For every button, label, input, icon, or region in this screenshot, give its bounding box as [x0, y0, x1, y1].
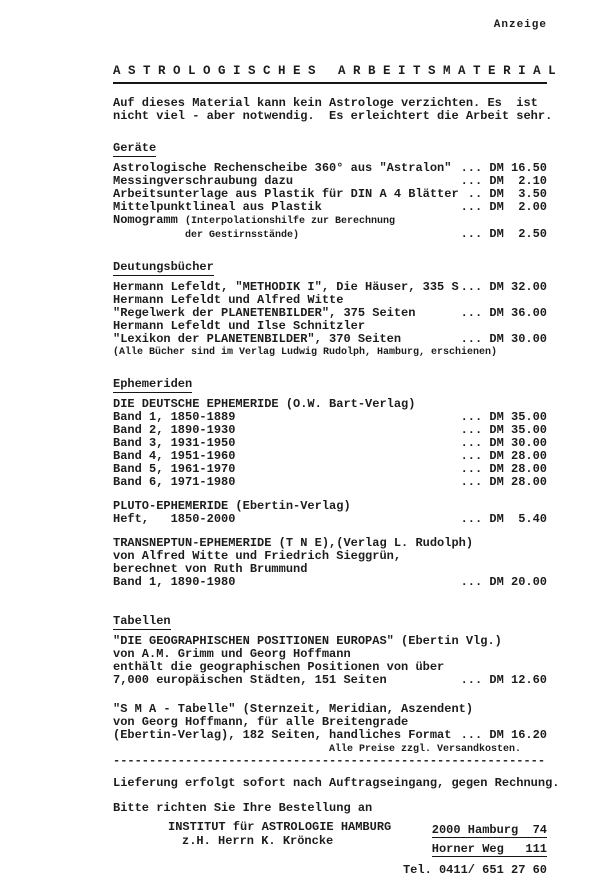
- item-price: ... DM 5.40: [460, 512, 547, 526]
- footer-attn: z.H. Herrn K. Kröncke: [182, 834, 334, 848]
- page-content: [113, 0, 560, 877]
- item-with-note: [113, 214, 547, 228]
- item-label: Band 1, 1850-1889: [113, 410, 236, 424]
- item-price: ... DM 28.00: [460, 449, 547, 463]
- item-label: Hermann Lefeldt, "METHODIK I", Die Häuser, 335 S: [113, 280, 459, 294]
- item-label: Band 1, 1890-1980: [113, 575, 236, 589]
- item-note: (Interpolationshilfe zur Berechnung: [185, 216, 396, 227]
- item-label: Mittelpunktlineal aus Plastik: [113, 200, 322, 214]
- item-note: der Gestirnsstände): [185, 230, 300, 241]
- item-price: ... DM 16.20: [460, 728, 547, 742]
- item-price: ... DM 35.00: [460, 423, 547, 437]
- item-price: ... DM 16.50: [460, 161, 547, 175]
- section-deutungsbuecher: [113, 257, 547, 359]
- price-row: [113, 513, 547, 526]
- item-label: PLUTO-EPHEMERIDE (Ebertin-Verlag): [113, 499, 351, 513]
- divider-dashes: ------------------------------------------------------------: [113, 755, 546, 767]
- footnote-text: (Alle Bücher sind im Verlag Ludwig Rudolph, Hamburg, erschienen): [113, 347, 498, 358]
- item-label: "DIE GEOGRAPHISCHEN POSITIONEN EUROPAS" (Ebertin Vlg.): [113, 634, 502, 648]
- item-label: Messingverschraubung dazu: [113, 174, 294, 188]
- item-price: .. DM 3.50: [467, 187, 547, 201]
- item-price: ... DM 28.00: [460, 475, 547, 489]
- item-label: Band 6, 1971-1980: [113, 475, 236, 489]
- item-label: enthält die geographischen Positionen von über: [113, 660, 445, 674]
- item-price: ... DM 2.50: [460, 227, 547, 241]
- section-heading: Tabellen: [113, 614, 171, 628]
- section-heading: Geräte: [113, 141, 157, 155]
- institute-block: [168, 820, 391, 877]
- price-row: [113, 333, 547, 346]
- section-ephemeriden: [113, 374, 547, 589]
- footer-street-line: Horner Weg 111: [431, 842, 547, 856]
- price-row: [113, 228, 547, 242]
- item-label: "Regelwerk der PLANETENBILDER", 375 Seiten: [113, 306, 416, 320]
- item-price: ... DM 28.00: [460, 462, 547, 476]
- item-price: ... DM 36.00: [460, 306, 547, 320]
- item-label: Hermann Lefeldt und Alfred Witte: [113, 293, 344, 307]
- intro-line: nicht viel - aber notwendig. Es erleichtert die Arbeit sehr.: [113, 109, 553, 123]
- item-label: "S M A - Tabelle" (Sternzeit, Meridian, Aszendent): [113, 702, 474, 716]
- price-row: [113, 476, 547, 489]
- item-price: ... DM 30.00: [460, 332, 547, 346]
- intro-paragraph: [113, 96, 553, 123]
- item-label: 7,000 europäischen Städten, 151 Seiten: [113, 673, 387, 687]
- item-label: TRANSNEPTUN-EPHEMERIDE (T N E),(Verlag L. Rudolph): [113, 536, 474, 550]
- footer-address-block: [113, 820, 547, 877]
- footer-institute-name: INSTITUT für ASTROLOGIE HAMBURG: [168, 820, 392, 834]
- footer-phone: Tel. 0411/ 651 27 60: [402, 863, 547, 877]
- item-label: Band 3, 1931-1950: [113, 436, 236, 450]
- section-geraete: [113, 138, 547, 242]
- item-label: Hermann Lefeldt und Ilse Schnitzler: [113, 319, 366, 333]
- document-title: A S T R O L O G I S C H E S A R B E I T S M A T E R I A L: [113, 64, 547, 84]
- item-label: Arbeitsunterlage aus Plastik für DIN A 4 Blätter: [113, 187, 459, 201]
- anzeige-corner-tag: Anzeige: [493, 19, 547, 31]
- delivery-note: Lieferung erfolgt sofort nach Auftragseingang, gegen Rechnung.: [113, 776, 560, 790]
- item-label: Nomogramm: [113, 213, 186, 227]
- item-label: Band 5, 1961-1970: [113, 462, 236, 476]
- item-note-line: [113, 214, 395, 228]
- item-label: Band 2, 1890-1930: [113, 423, 236, 437]
- item-label: von A.M. Grimm und Georg Hoffmann: [113, 647, 351, 661]
- section-heading: Ephemeriden: [113, 377, 193, 391]
- item-label: DIE DEUTSCHE EPHEMERIDE (O.W. Bart-Verlag): [113, 397, 416, 411]
- item-price: ... DM 20.00: [460, 575, 547, 589]
- item-label: Astrologische Rechenscheibe 360° aus "Astralon": [113, 161, 452, 175]
- item-price: ... DM 2.10: [460, 174, 547, 188]
- item-label: "Lexikon der PLANETENBILDER", 370 Seiten: [113, 332, 402, 346]
- shipping-note: Alle Preise zzgl. Versandkosten.: [328, 744, 521, 755]
- item-price: ... DM 2.00: [460, 200, 547, 214]
- footer-city-line: 2000 Hamburg 74: [431, 823, 547, 837]
- item-label: (Ebertin-Verlag), 182 Seiten, handliches Format: [113, 728, 452, 742]
- item-label: Band 4, 1951-1960: [113, 449, 236, 463]
- section-tabellen: [113, 611, 547, 742]
- address-block: [403, 820, 547, 877]
- item-label: berechnet von Ruth Brummund: [113, 562, 308, 576]
- item-label: von Georg Hoffmann, für alle Breitengrade: [113, 715, 409, 729]
- item-price: ... DM 35.00: [460, 410, 547, 424]
- intro-line: Auf dieses Material kann kein Astrologe verzichten. Es ist: [113, 96, 538, 110]
- item-price: ... DM 32.00: [460, 280, 547, 294]
- item-price: ... DM 30.00: [460, 436, 547, 450]
- item-label: Heft, 1850-2000: [113, 512, 236, 526]
- price-row: [113, 729, 547, 742]
- price-row: [113, 674, 547, 687]
- price-row: [113, 576, 547, 589]
- section-heading: Deutungsbücher: [113, 260, 214, 274]
- item-price: ... DM 12.60: [460, 673, 547, 687]
- item-label: von Alfred Witte und Friedrich Sieggrün,: [113, 549, 402, 563]
- order-instruction: Bitte richten Sie Ihre Bestellung an: [113, 801, 373, 815]
- footnote: [113, 346, 547, 359]
